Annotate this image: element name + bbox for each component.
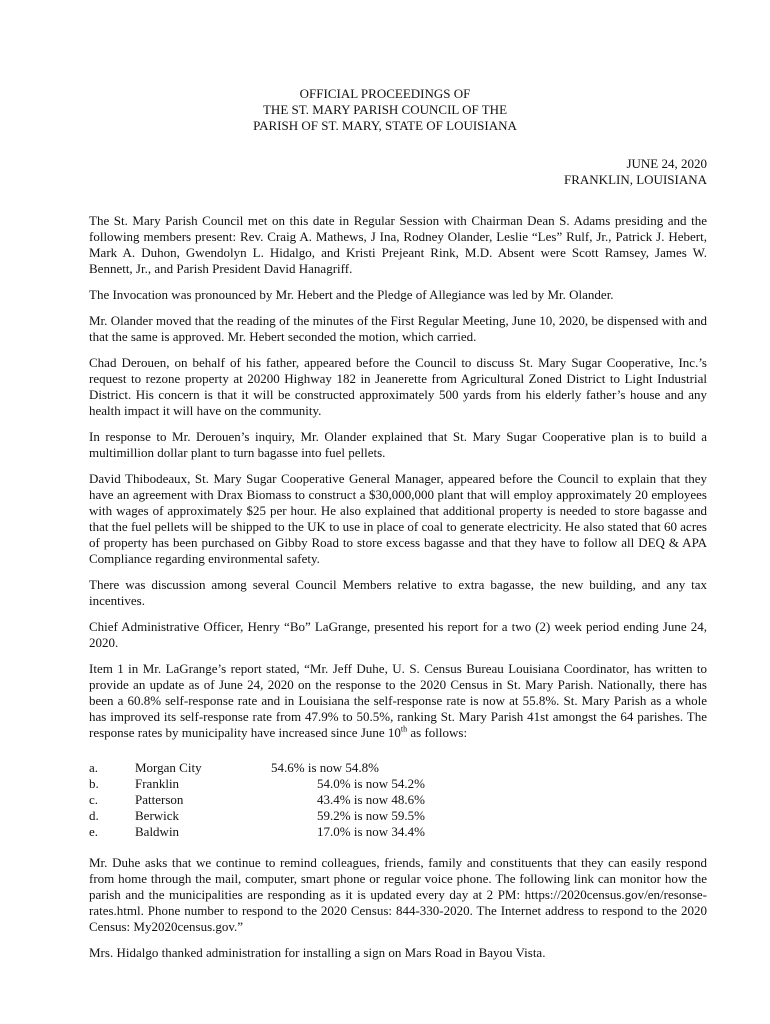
heading-line-3: PARISH OF ST. MARY, STATE OF LOUISIANA	[253, 118, 517, 133]
paragraph-minutes: Mr. Olander moved that the reading of the minutes of the First Regular Meeting, June 10, 2020, be dispensed with and that the same is approved. Mr. Hebert seconded the motion, which carried.	[89, 313, 707, 344]
list-item	[89, 760, 707, 776]
date-block	[564, 156, 707, 188]
census-item-superscript: th	[400, 724, 408, 734]
response-rates-list	[89, 760, 707, 840]
rate-value: 17.0% is now 34.4%	[317, 824, 425, 839]
rate-letter: d.	[89, 808, 99, 823]
paragraph-cao-report: Chief Administrative Officer, Henry “Bo” LaGrange, presented his report for a two (2) week period ending June 24, 2020.	[89, 619, 707, 650]
list-item	[89, 808, 707, 824]
paragraph-duhe-request: Mr. Duhe asks that we continue to remind colleagues, friends, family and constituents that they can easily respond from home through the mail, computer, smart phone or regular voice phone. The following link can monitor how the parish and the municipalities are responding as it is updated every day at 2 PM: https://2020census.gov/en/resonse-rates.html. Phone number to respond to the 2020 Census: 844-330-2020. The Internet address to respond to the 2020 Census: My2020census.gov.”	[89, 855, 707, 934]
rate-value: 54.6% is now 54.8%	[271, 760, 379, 775]
meeting-date: JUNE 24, 2020	[626, 156, 707, 171]
paragraph-thibodeaux: David Thibodeaux, St. Mary Sugar Cooperative General Manager, appeared before the Council to explain that they have an agreement with Drax Biomass to construct a $30,000,000 plant that will employ approximately 20 employees with wages of approximately $25 per hour. He also explained that additional property is needed to store bagasse and that the fuel pellets will be shipped to the UK to use in place of coal to generate electricity. He also stated that 60 acres of property has been purchased on Gibby Road to store excess bagasse and that they have to follow all DEQ & APA Compliance regarding environmental safety.	[89, 471, 707, 566]
rate-city: Franklin	[135, 776, 180, 791]
list-item	[89, 776, 707, 792]
rate-letter: c.	[89, 792, 99, 807]
heading-line-2: THE ST. MARY PARISH COUNCIL OF THE	[262, 102, 508, 117]
paragraph-discussion: There was discussion among several Council Members relative to extra bagasse, the new building, and any tax incentives.	[89, 577, 707, 608]
list-item	[89, 792, 707, 808]
rate-city: Berwick	[135, 808, 180, 823]
document-heading	[0, 86, 770, 134]
rate-city: Morgan City	[135, 760, 202, 775]
document-body	[89, 213, 707, 971]
meeting-place: FRANKLIN, LOUISIANA	[564, 172, 707, 187]
rate-letter: a.	[89, 760, 99, 775]
paragraph-derouen: Chad Derouen, on behalf of his father, appeared before the Council to discuss St. Mary Sugar Cooperative, Inc.’s request to rezone property at 20200 Highway 182 in Jeanerette from Agricultural Zoned District to Light Industrial District. His concern is that it will be constructed approximately 500 yards from his elderly father’s house and any health impact it will have on the community.	[89, 355, 707, 418]
rate-value: 59.2% is now 59.5%	[317, 808, 425, 823]
rate-city: Patterson	[135, 792, 184, 807]
rate-letter: e.	[89, 824, 99, 839]
paragraph-attendance: The St. Mary Parish Council met on this date in Regular Session with Chairman Dean S. Adams presiding and the following members present: Rev. Craig A. Mathews, J Ina, Rodney Olander, Leslie “Les” Rulf, Jr., Patrick J. Hebert, Mark A. Duhon, Gwendolyn L. Hidalgo, and Kristi Prejeant Rink, M.D. Absent were Scott Ramsey, James W. Bennett, Jr., and Parish President David Hanagriff.	[89, 213, 707, 276]
rate-value: 54.0% is now 54.2%	[317, 776, 425, 791]
paragraph-hidalgo: Mrs. Hidalgo thanked administration for installing a sign on Mars Road in Bayou Vista.	[89, 945, 546, 960]
census-item-tail: as follows:	[407, 725, 468, 740]
list-item	[89, 824, 707, 840]
rate-value: 43.4% is now 48.6%	[317, 792, 425, 807]
rate-city: Baldwin	[135, 824, 180, 839]
census-item-text: Item 1 in Mr. LaGrange’s report stated, “Mr. Jeff Duhe, U. S. Census Bureau Louisiana Coordinator, has written to provide an update as of June 24, 2020 on the response to the 2020 Census in St. Mary Parish. Nationally, there has been a 60.8% self-response rate and in Louisiana the self-response rate is now at 55.8%. St. Mary Parish as a whole has improved its self-response rate from 47.9% to 50.5%, ranking St. Mary Parish 41st amongst the 64 parishes. The response rates by municipality have increased since June 10	[89, 661, 707, 740]
paragraph-invocation: The Invocation was pronounced by Mr. Hebert and the Pledge of Allegiance was led by Mr. Olander.	[89, 287, 614, 302]
heading-line-1: OFFICIAL PROCEEDINGS OF	[299, 86, 471, 101]
paragraph-census-item	[89, 661, 707, 741]
rate-letter: b.	[89, 776, 99, 791]
paragraph-olander-response: In response to Mr. Derouen’s inquiry, Mr. Olander explained that St. Mary Sugar Cooperative plan is to build a multimillion dollar plant to turn bagasse into fuel pellets.	[89, 429, 707, 460]
